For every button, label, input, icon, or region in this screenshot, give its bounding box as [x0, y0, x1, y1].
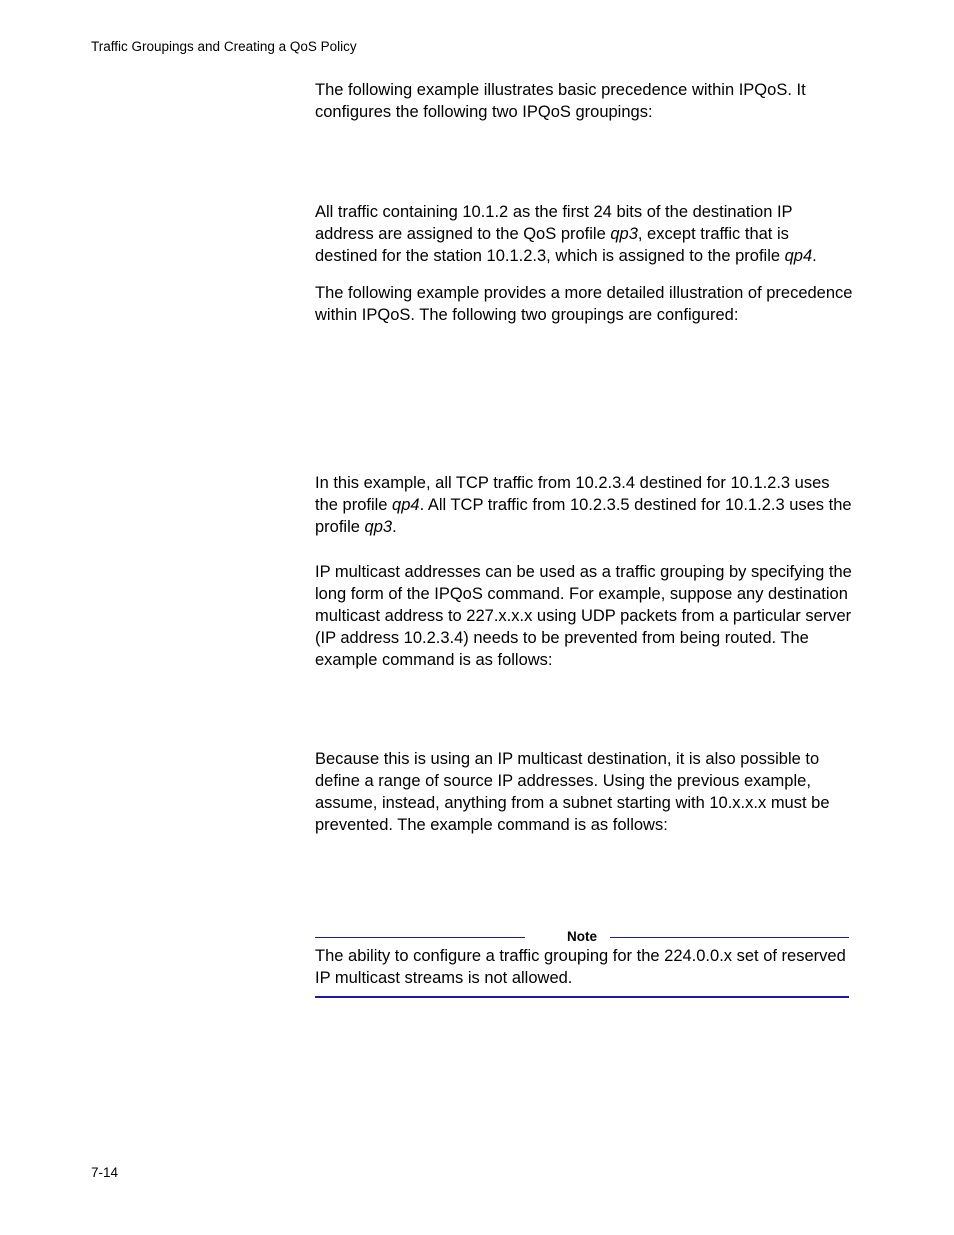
running-header: Traffic Groupings and Creating a QoS Policy: [91, 39, 357, 54]
profile-name: qp3: [364, 518, 393, 536]
paragraph-precedence-result: [315, 201, 855, 267]
text-span: . All TCP traffic from 10.2.3.5 destined for 10.1.2.3 uses the profile: [315, 496, 852, 536]
note-box: [315, 927, 849, 999]
text-span: .: [392, 518, 397, 536]
paragraph-multicast-source-range: Because this is using an IP multicast destination, it is also possible to define a range of source IP addresses. Using the previous example, assume, instead, anything from a subnet starting with 10.x.x.x must be prevented. The example command is as follows:: [315, 750, 830, 834]
paragraph-detailed-precedence: The following example provides a more detailed illustration of precedence within IPQoS. The following two groupings are configured:: [315, 284, 853, 324]
paragraph-basic-precedence: The following example illustrates basic precedence within IPQoS. It configures the following two IPQoS groupings:: [315, 81, 806, 121]
paragraph-multicast-grouping: IP multicast addresses can be used as a traffic grouping by specifying the long form of the IPQoS command. For example, suppose any destination multicast address to 227.x.x.x using UDP packets from a particular server (IP address 10.2.3.4) needs to be prevented from being routed. The example command is as follows:: [315, 563, 852, 669]
text-span: In this example, all TCP traffic from 10.2.3.4 destined for 10.1.2.3 uses the profile: [315, 474, 830, 514]
note-top-rule-right: [610, 937, 849, 938]
profile-name: qp4: [784, 247, 813, 265]
paragraph-tcp-example: [315, 472, 855, 538]
text-span: , except traffic that is destined for the station 10.1.2.3, which is assigned to the profile: [315, 225, 789, 265]
note-text: The ability to configure a traffic grouping for the 224.0.0.x set of reserved IP multicast streams is not allowed.: [315, 947, 846, 987]
text-span: .: [812, 247, 817, 265]
text-span: All traffic containing 10.1.2 as the first 24 bits of the destination IP address are assigned to the QoS profile: [315, 203, 793, 243]
page-number: 7-14: [91, 1165, 119, 1180]
note-bottom-rule: [315, 996, 849, 998]
profile-name: qp3: [610, 225, 638, 243]
profile-name: qp4: [392, 496, 420, 514]
note-heading: Note: [567, 929, 597, 944]
